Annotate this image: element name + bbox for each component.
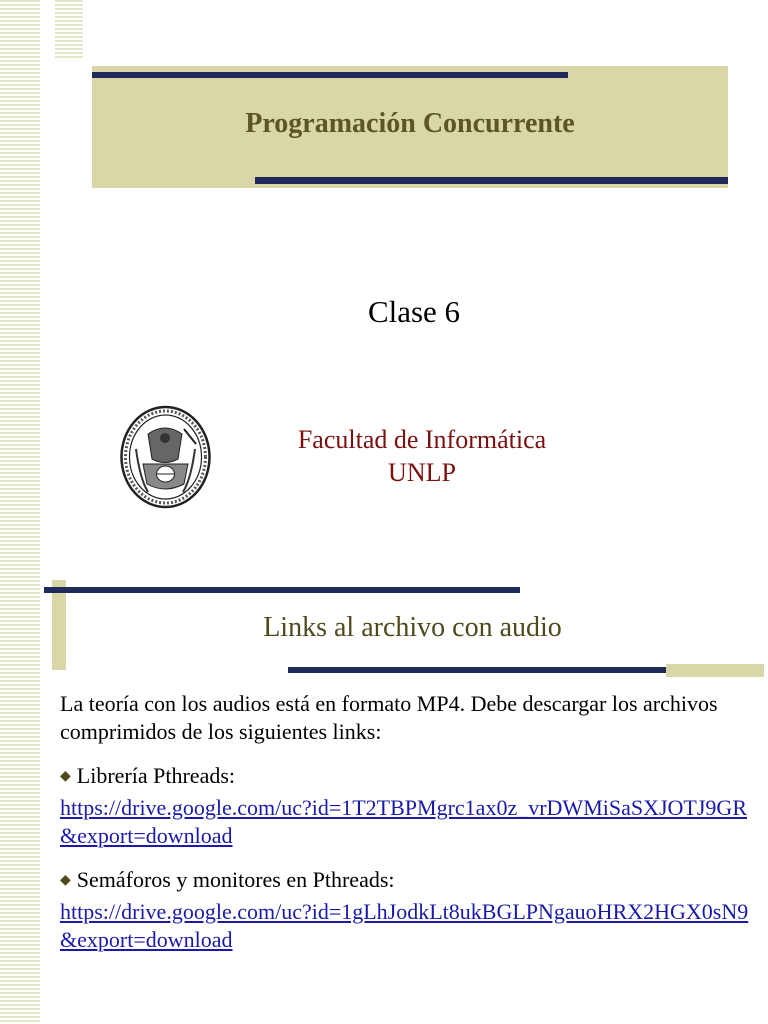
list-item	[60, 866, 760, 954]
slide2-title: Links al archivo con audio	[263, 612, 562, 643]
class-number: Clase 6	[367, 294, 461, 329]
list-item	[60, 762, 760, 850]
title-bar-bottom	[255, 177, 728, 184]
faculty-name: Facultad de Informática	[297, 425, 547, 454]
slide-title: Programación Concurrente	[245, 108, 575, 139]
left-stripe-decoration	[0, 0, 40, 1024]
unlp-seal-icon	[118, 404, 213, 510]
item-label: Librería Pthreads:	[76, 763, 236, 788]
pthreads-download-link[interactable]: https://drive.google.com/uc?id=1T2TBPMgrc1ax0z_vrDWMiSaSXJOTJ9GR&export=download	[60, 795, 747, 848]
slide2-bar-top	[44, 587, 520, 593]
title-bar-top	[92, 72, 568, 78]
diamond-bullet-icon: ◆	[60, 769, 71, 784]
slide2-bar-accent	[666, 664, 764, 677]
semaphores-download-link[interactable]: https://drive.google.com/uc?id=1gLhJodkLt8ukBGLPNgauoHRX2HGX0sN9&export=download	[60, 899, 749, 952]
slide2-body	[60, 690, 760, 970]
item-label: Semáforos y monitores en Pthreads:	[76, 867, 395, 892]
diamond-bullet-icon: ◆	[60, 873, 71, 888]
top-stripe-decoration	[55, 0, 83, 60]
faculty-block	[200, 423, 644, 489]
university-name: UNLP	[388, 458, 456, 487]
intro-paragraph: La teoría con los audios está en formato MP4. Debe descargar los archivos comprimidos de los siguientes links:	[60, 691, 718, 744]
